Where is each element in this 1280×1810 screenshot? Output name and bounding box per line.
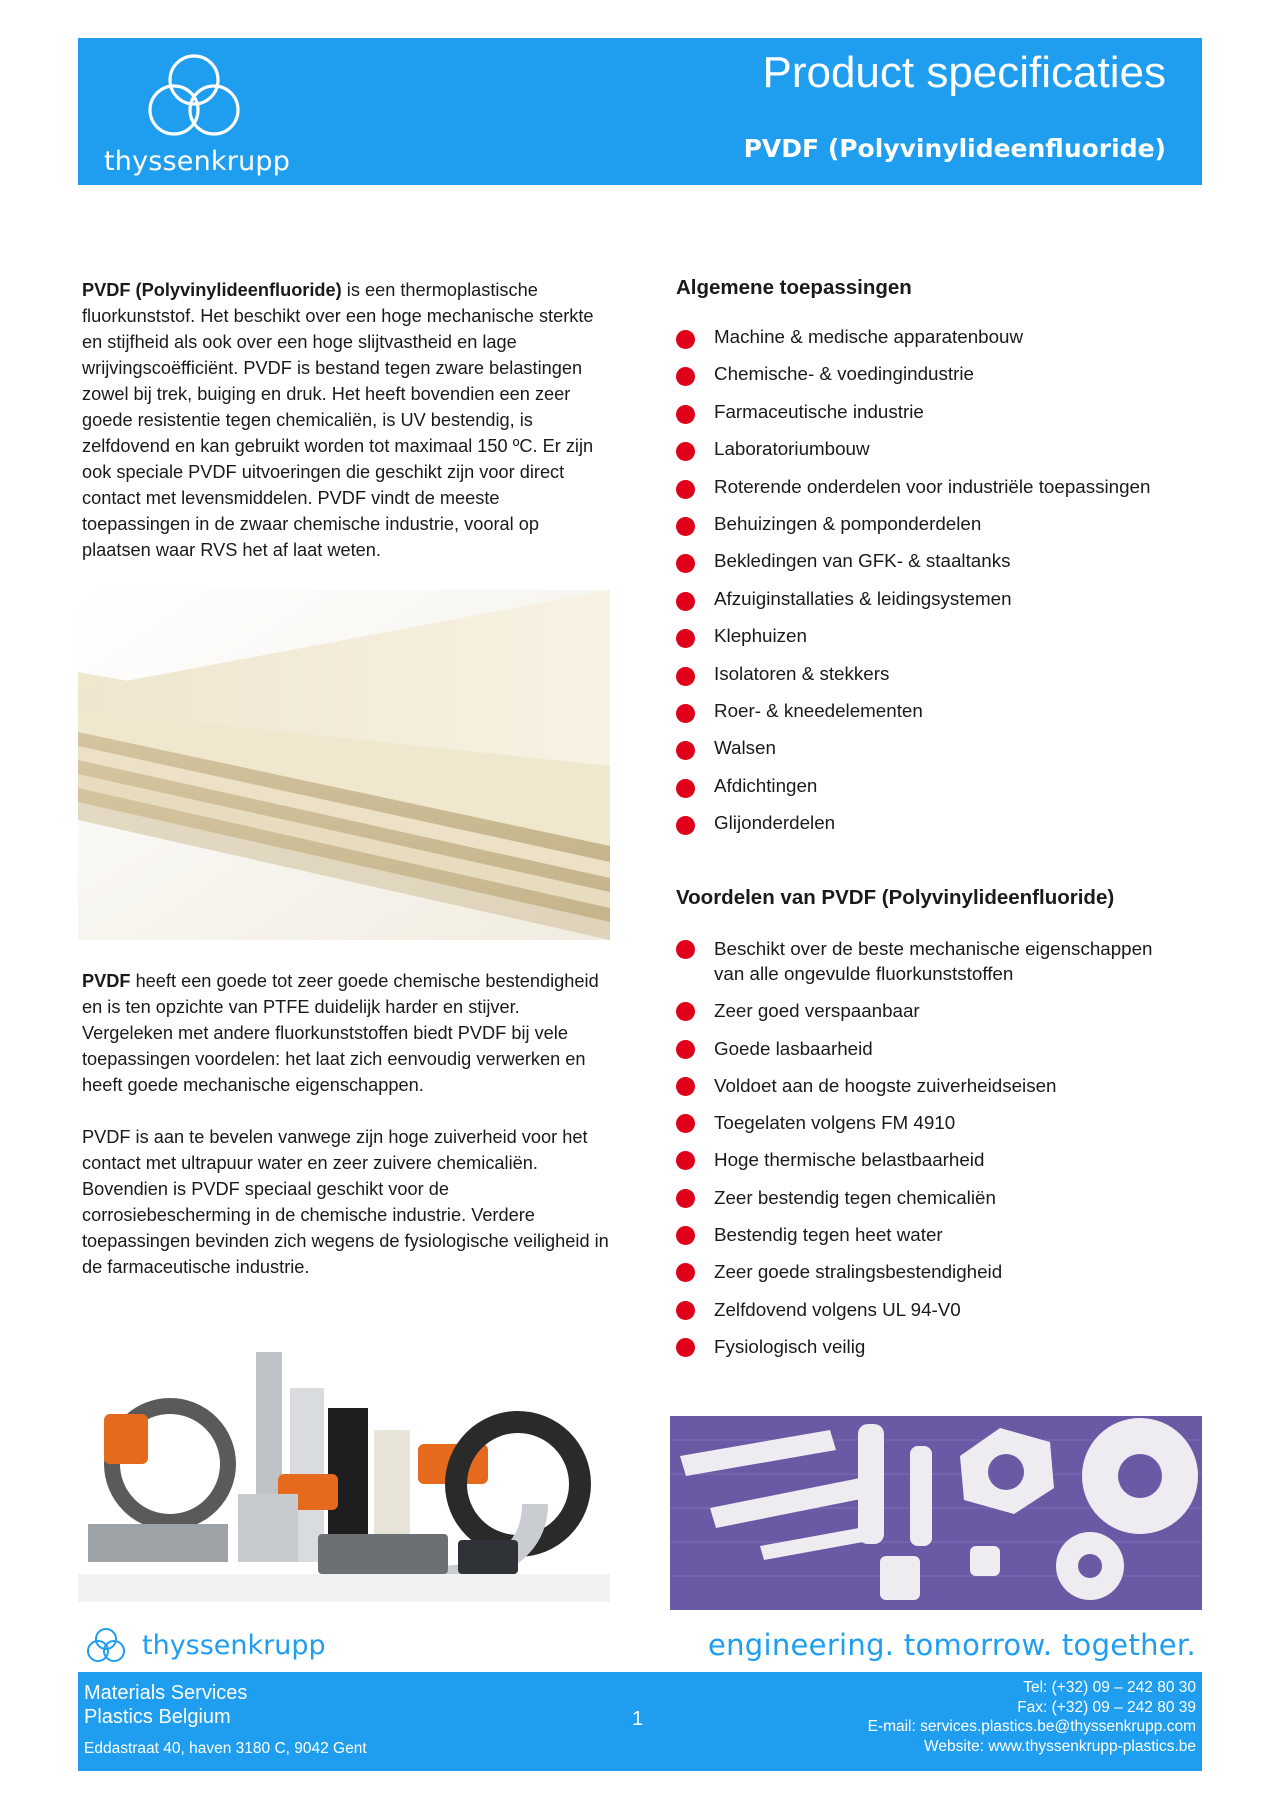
fax-number: Fax: (+32) 09 – 242 80 39 <box>1017 1698 1196 1716</box>
list-item: Zelfdovend volgens UL 94-V0 <box>676 1297 1176 1322</box>
bullet-dot-icon <box>676 1226 695 1245</box>
thyssenkrupp-logo-icon <box>138 46 250 148</box>
bullet-dot-icon <box>676 517 695 536</box>
applications-list <box>676 326 1150 849</box>
bullet-dot-icon <box>676 442 695 461</box>
advantages-list <box>676 936 1176 1371</box>
footer-band <box>78 1672 1202 1771</box>
pvdf-products-image <box>78 1334 610 1602</box>
bullet-dot-icon <box>676 330 695 349</box>
chemical-lead: PVDF <box>82 971 131 991</box>
bullet-dot-icon <box>676 1263 695 1282</box>
bullet-dot-icon <box>676 405 695 424</box>
company-line-1: Materials Services <box>84 1682 248 1704</box>
list-item: Behuizingen & pomponderdelen <box>676 513 1150 550</box>
header-band <box>78 38 1202 185</box>
intro-text: is een thermoplastische fluorkunststof. Het beschikt over een hoge mechanische sterkte en stijfheid als ook over een hoge slijtvastheid en lage wrijvingscoëfficiënt. PVDF is bestand tegen zware belastingen zowel bij trek, buiging en druk. Het heeft bovendien een zeer goede resistentie tegen chemicaliën, is UV bestendig, is zelfdovend en kan gebruikt worden tot maximaal 150 ºC. Er zijn ook speciale PVDF uitvoeringen die geschikt zijn voor direct contact met levensmiddelen. PVDF vindt de meeste toepassingen in de zwaar chemische industrie, vooral op plaatsen waar RVS het af laat weten. <box>82 280 594 560</box>
tagline: engineering. tomorrow. together. <box>707 1628 1196 1662</box>
chemical-paragraph <box>82 968 612 1098</box>
list-item: Zeer goede stralingsbestendigheid <box>676 1259 1176 1284</box>
bullet-dot-icon <box>676 779 695 798</box>
intro-paragraph <box>82 277 612 563</box>
bullet-dot-icon <box>676 1151 695 1170</box>
list-item: Voldoet aan de hoogste zuiverheidseisen <box>676 1073 1176 1098</box>
bullet-dot-icon <box>676 816 695 835</box>
list-item: Chemische- & voedingindustrie <box>676 363 1150 400</box>
intro-lead: PVDF (Polyvinylideenfluoride) <box>82 280 342 300</box>
list-item: Klephuizen <box>676 625 1150 662</box>
pvdf-sheets-image <box>78 590 610 940</box>
footer-logo <box>84 1625 326 1665</box>
list-item: Bestendig tegen heet water <box>676 1222 1176 1247</box>
list-item: Isolatoren & stekkers <box>676 663 1150 700</box>
bullet-dot-icon <box>676 367 695 386</box>
pvdf-parts-image <box>670 1416 1202 1610</box>
bullet-dot-icon <box>676 667 695 686</box>
bullet-dot-icon <box>676 554 695 573</box>
list-item: Roer- & kneedelementen <box>676 700 1150 737</box>
contact-block <box>868 1678 1196 1756</box>
chemical-text: heeft een goede tot zeer goede chemische bestendigheid en is ten opzichte van PTFE duidelijk harder en stijver. Vergeleken met andere fluorkunststoffen biedt PVDF bij vele toepassingen voordelen: het laat zich eenvoudig verwerken en heeft goede mechanische eigenschappen. <box>82 971 599 1095</box>
list-item: Goede lasbaarheid <box>676 1036 1176 1061</box>
list-item: Zeer bestendig tegen chemicaliën <box>676 1185 1176 1210</box>
bullet-dot-icon <box>676 629 695 648</box>
company-line-2: Plastics Belgium <box>84 1706 231 1728</box>
list-item: Bekledingen van GFK- & staaltanks <box>676 550 1150 587</box>
list-item: Afdichtingen <box>676 775 1150 812</box>
bullet-dot-icon <box>676 1189 695 1208</box>
bullet-dot-icon <box>676 1114 695 1133</box>
bullet-dot-icon <box>676 1338 695 1357</box>
list-item: Glijonderdelen <box>676 812 1150 849</box>
advantages-title: Voordelen van PVDF (Polyvinylideenfluoride) <box>676 886 1115 909</box>
list-item: Zeer goed verspaanbaar <box>676 998 1176 1023</box>
page-subtitle: PVDF (Polyvinylideenfluoride) <box>743 134 1166 163</box>
list-item: Fysiologisch veilig <box>676 1334 1176 1359</box>
bullet-dot-icon <box>676 741 695 760</box>
list-item: Laboratoriumbouw <box>676 438 1150 475</box>
bullet-dot-icon <box>676 592 695 611</box>
purity-paragraph: PVDF is aan te bevelen vanwege zijn hoge zuiverheid voor het contact met ultrapuur water en zeer zuivere chemicaliën. Bovendien is PVDF speciaal geschikt voor de corrosiebescherming in de chemische industrie. Verdere toepassingen bevinden zich wegens de fysiologische veiligheid in de farmaceutische industrie. <box>82 1127 609 1277</box>
brand-name: thyssenkrupp <box>104 146 291 177</box>
list-item: Farmaceutische industrie <box>676 401 1150 438</box>
bullet-dot-icon <box>676 1077 695 1096</box>
company-address: Eddastraat 40, haven 3180 C, 9042 Gent <box>84 1740 367 1757</box>
list-item: Hoge thermische belastbaarheid <box>676 1147 1176 1172</box>
bullet-dot-icon <box>676 940 695 959</box>
bullet-dot-icon <box>676 1040 695 1059</box>
page-number: 1 <box>632 1708 644 1730</box>
list-item: Toegelaten volgens FM 4910 <box>676 1110 1176 1135</box>
list-item: Roterende onderdelen voor industriële toepassingen <box>676 476 1150 513</box>
page-title: Product specificaties <box>762 48 1166 97</box>
list-item: Beschikt over de beste mechanische eigenschappen van alle ongevulde fluorkunststoffen <box>676 936 1176 986</box>
list-item: Afzuiginstallaties & leidingsystemen <box>676 588 1150 625</box>
bullet-dot-icon <box>676 1301 695 1320</box>
email-link[interactable]: E-mail: services.plastics.be@thyssenkrupp.com <box>867 1718 1196 1735</box>
phone-number: Tel: (+32) 09 – 242 80 30 <box>1023 1679 1196 1696</box>
bullet-dot-icon <box>676 1002 695 1021</box>
applications-title: Algemene toepassingen <box>676 276 912 299</box>
list-item: Machine & medische apparatenbouw <box>676 326 1150 363</box>
footer-brand-name: thyssenkrupp <box>142 1629 326 1661</box>
website-link[interactable]: Website: www.thyssenkrupp-plastics.be <box>924 1737 1196 1755</box>
list-item: Walsen <box>676 737 1150 774</box>
bullet-dot-icon <box>676 704 695 723</box>
bullet-dot-icon <box>676 480 695 499</box>
thyssenkrupp-logo-icon <box>84 1625 128 1665</box>
